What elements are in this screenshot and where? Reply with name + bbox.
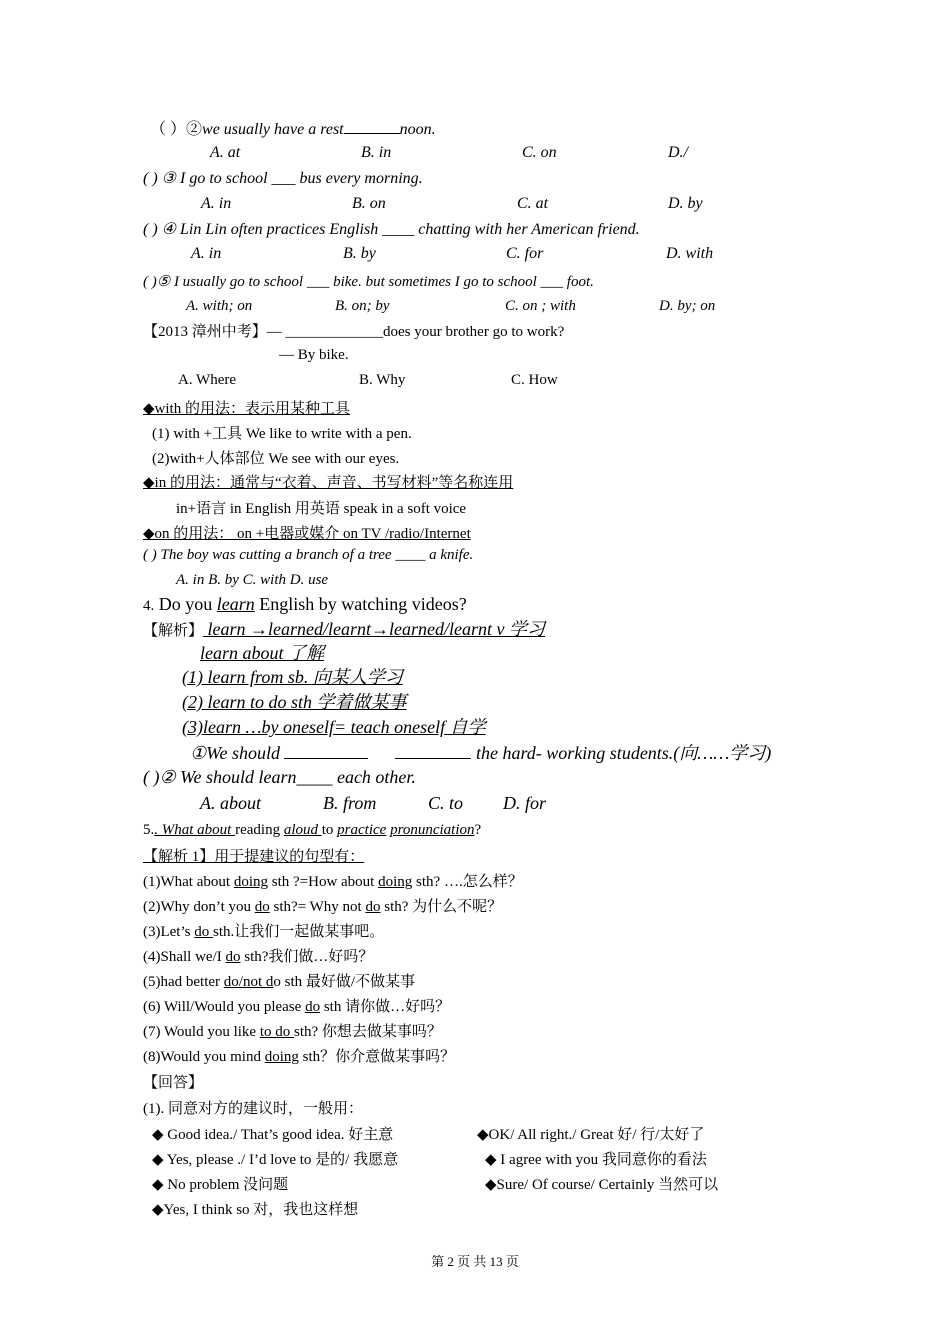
- verb-underlined: do: [365, 899, 381, 915]
- suggestion-text: sth?= Why not: [269, 899, 366, 915]
- on-usage-title: ◆on 的用法： on +电器或媒介 on TV /radio/Internet: [143, 526, 471, 542]
- suggestion-line: [143, 870, 523, 891]
- option-a: A. about: [200, 793, 261, 813]
- agree-right-1: ◆OK/ All right./ Great 好/ 行/太好了: [477, 1127, 705, 1143]
- suggestion-text: sth? ….怎么样？: [412, 874, 523, 890]
- in-usage-title: ◆in 的用法：通常与“衣着、声音、书写材料”等名称连用: [143, 475, 514, 491]
- suggestion-text: sth？你介意做某事吗？: [298, 1049, 456, 1065]
- example-1-pre: ①We should: [190, 743, 280, 763]
- option-d: D. by; on: [659, 298, 716, 314]
- answer-blank: [344, 118, 400, 134]
- aloud: aloud: [283, 822, 322, 838]
- question-stem: we usually have a rest: [202, 121, 344, 138]
- example-2: [143, 766, 416, 788]
- question-stem-end: noon.: [399, 121, 436, 138]
- question-3: [143, 169, 423, 189]
- section-4-pre: Do you: [158, 594, 217, 614]
- agree-title: (1). 同意对方的建议时，一般用：: [143, 1101, 363, 1117]
- suggestion-text: sth.让我们一起做某事吧。: [212, 924, 385, 940]
- in-usage-line-1: in+语言 in English 用英语 speak in a soft voice: [176, 501, 467, 517]
- suggestion-text: sth 请你做…好吗？: [320, 999, 451, 1015]
- question-5: [143, 272, 594, 292]
- option-b: B. on: [352, 195, 386, 212]
- verb-underlined: do/not d: [223, 974, 274, 990]
- agree-right-2: ◆ I agree with you 我同意你的看法: [485, 1152, 707, 1168]
- section-4-forms: [143, 618, 545, 642]
- agree-left-3: ◆ No problem 没问题: [152, 1177, 289, 1193]
- option-c: C. on ; with: [505, 298, 576, 314]
- suggestion-line: [143, 895, 502, 916]
- suggestion-line: [143, 920, 384, 941]
- suggestion-text: sth?我们做…好吗？: [240, 949, 374, 965]
- suggestion-text: (5)had better: [143, 974, 224, 990]
- suggestion-text: (4)Shall we/I: [143, 949, 226, 965]
- exam-stem: does your brother go to work?: [383, 324, 565, 340]
- section-4-post: English by watching videos?: [254, 594, 467, 614]
- option-b: B. on; by: [335, 298, 390, 314]
- with-usage-title: ◆with 的用法：表示用某种工具: [143, 401, 350, 417]
- exam-answer: — By bike.: [279, 347, 349, 363]
- jiexi-1: 【解析 1】用于提建议的句型有：: [143, 849, 365, 865]
- option-d: D. for: [503, 793, 547, 813]
- suggestion-text: (6) Will/Would you please: [143, 999, 306, 1015]
- verb-underlined: do: [194, 924, 213, 940]
- option-a: A. in: [191, 245, 222, 262]
- suggestion-text: sth? 为什么不呢？: [380, 899, 503, 915]
- question-stem: I go to school ___ bus every morning.: [180, 170, 423, 187]
- question-prefix: ( )⑤: [143, 274, 171, 290]
- question-mark: ?: [474, 822, 482, 838]
- option-a: A. with; on: [186, 298, 253, 314]
- suggestion-line: [143, 1020, 442, 1041]
- suggestion-text: o sth 最好做/不做某事: [273, 974, 416, 990]
- question-2: [150, 118, 436, 140]
- suggestion-line: [143, 995, 450, 1016]
- suggestion-text: (2)Why don’t you: [143, 899, 255, 915]
- option-d: D. by: [668, 195, 703, 212]
- section-4-word: learn: [216, 594, 255, 614]
- reading: reading: [235, 822, 284, 838]
- option-c: C. to: [428, 793, 464, 813]
- suggestion-line: [143, 1045, 455, 1066]
- jiexi-label: 【解析】: [143, 623, 204, 639]
- question-prefix: ( ) ③: [143, 170, 176, 187]
- option-c: C. at: [517, 195, 549, 212]
- section-4-heading: [143, 593, 467, 617]
- knife-options: A. in B. by C. with D. use: [176, 572, 329, 588]
- practice: practice: [337, 822, 387, 838]
- question-stem: Lin Lin often practices English ____ chatting with her American friend.: [180, 221, 640, 238]
- suggestion-line: [143, 945, 373, 966]
- with-usage-line-1: (1) with +工具 We like to write with a pen.: [152, 426, 412, 442]
- verb-underlined: do: [225, 949, 241, 965]
- option-d: D. with: [666, 245, 714, 262]
- question-stem: I usually go to school ___ bike. but sometimes I go to school ___ foot.: [173, 274, 594, 290]
- option-a: A. Where: [178, 372, 237, 388]
- verb-underlined: doing: [264, 1049, 299, 1065]
- answer-blank: [395, 741, 471, 759]
- agree-right-3: ◆Sure/ Of course/ Certainly 当然可以: [485, 1177, 719, 1193]
- suggestion-text: (1)What about: [143, 874, 234, 890]
- with-usage-line-2: (2)with+人体部位 We see with our eyes.: [152, 451, 400, 467]
- verb-underlined: do: [305, 999, 321, 1015]
- pronunciation: pronunciation: [390, 822, 475, 838]
- answer-blank: [284, 741, 368, 759]
- learn-about: learn about 了解: [200, 643, 324, 663]
- verb-underlined: to do: [259, 1024, 295, 1040]
- question-prefix: ( ) ④: [143, 221, 176, 238]
- example-1-post: the hard- working students.(向……学习): [475, 743, 772, 763]
- example-1: [190, 741, 771, 764]
- suggestion-text: sth? 你想去做某事吗？: [294, 1024, 442, 1040]
- option-b: B. from: [323, 793, 377, 813]
- option-c: C. for: [506, 245, 544, 262]
- question-4: [143, 220, 640, 240]
- learn-forms: learn →learned/learnt→learned/learnt v 学习: [203, 619, 545, 639]
- exam-label: 【2013 漳州中考】—: [143, 324, 282, 340]
- agree-left-2: ◆ Yes, please ./ I’d love to 是的/ 我愿意: [152, 1152, 399, 1168]
- section-number: 4.: [143, 598, 155, 614]
- exam-question: [143, 322, 564, 342]
- to: to: [321, 822, 338, 838]
- learn-from: (1) learn from sb. 向某人学习: [182, 667, 403, 687]
- learn-by-oneself: (3)learn …by oneself= teach oneself 自学: [182, 717, 486, 737]
- suggestion-text: (3)Let’s: [143, 924, 195, 940]
- option-d: D./: [668, 144, 688, 161]
- huida-label: 【回答】: [143, 1075, 204, 1091]
- suggestion-text: (7) Would you like: [143, 1024, 260, 1040]
- exam-blank: _____________: [285, 324, 384, 340]
- example-2-prefix: ( )②: [143, 767, 176, 787]
- question-prefix: （ ）②: [150, 121, 203, 138]
- verb-underlined: doing: [378, 874, 413, 890]
- option-a: A. in: [201, 195, 232, 212]
- verb-underlined: doing: [233, 874, 268, 890]
- knife-question: ( ) The boy was cutting a branch of a tree ____ a knife.: [143, 547, 474, 563]
- agree-left-4: ◆Yes, I think so 对，我也这样想: [152, 1202, 359, 1218]
- option-b: B. in: [361, 144, 392, 161]
- suggestion-text: (8)Would you mind: [143, 1049, 265, 1065]
- agree-left-1: ◆ Good idea./ That’s good idea. 好主意: [152, 1127, 394, 1143]
- option-c: C. on: [522, 144, 557, 161]
- section-number: 5.: [143, 822, 155, 838]
- verb-underlined: do: [254, 899, 270, 915]
- suggestion-text: sth ?=How about: [267, 874, 379, 890]
- example-2-stem: We should learn____ each other.: [175, 767, 416, 787]
- option-a: A. at: [210, 144, 241, 161]
- what-about: . What about: [154, 822, 236, 838]
- option-b: B. by: [343, 245, 376, 262]
- option-b: B. Why: [359, 372, 406, 388]
- page-footer: 第 2 页 共 13 页: [431, 1254, 519, 1269]
- suggestion-line: [143, 970, 415, 991]
- option-c: C. How: [511, 372, 558, 388]
- section-5-heading: [143, 820, 481, 840]
- learn-to-do: (2) learn to do sth 学着做某事: [182, 692, 407, 712]
